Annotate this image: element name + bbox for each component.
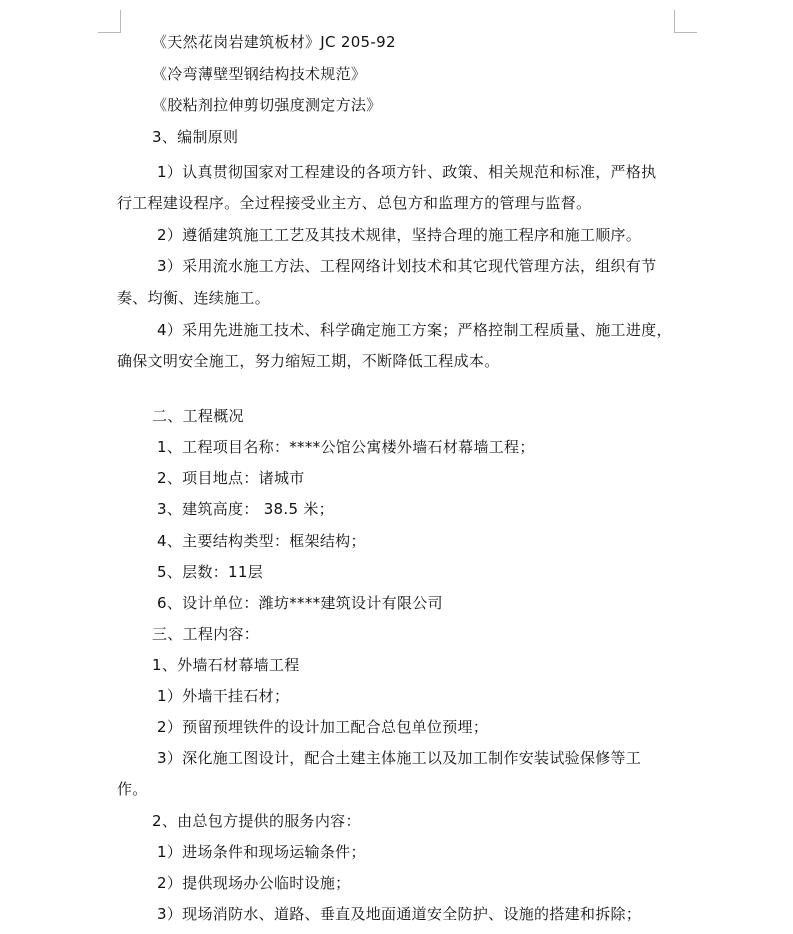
reference-standard-line: 《胶粘剂拉伸剪切强度测定方法》: [152, 96, 382, 114]
list-item: 3）现场消防水、道路、垂直及地面通道安全防护、设施的搭建和拆除；: [157, 905, 642, 923]
list-item: 1）外墙干挂石材；: [157, 687, 290, 705]
list-item: 5、层数：11层: [157, 563, 264, 581]
reference-standard-line: 《冷弯薄壁型钢结构技术规范》: [152, 65, 367, 83]
list-item: 作。: [117, 780, 148, 798]
subsection-heading: 2、由总包方提供的服务内容：: [152, 812, 361, 830]
paragraph-line: 3）采用流水施工方法、工程网络计划技术和其它现代管理方法，组织有节: [157, 257, 657, 275]
reference-standard-line: 《天然花岗岩建筑板材》JC 205-92: [152, 33, 396, 51]
list-item: 2）预留预埋铁件的设计加工配合总包单位预埋；: [157, 718, 489, 736]
paragraph-line: 1）认真贯彻国家对工程建设的各项方针、政策、相关规范和标准，严格执: [157, 163, 657, 181]
list-item: 2）提供现场办公临时设施；: [157, 874, 351, 892]
section-heading: 二、工程概况: [152, 407, 244, 425]
list-item: 2、项目地点：诸城市: [157, 469, 305, 487]
list-item: 4、主要结构类型：框架结构；: [157, 532, 366, 550]
list-item: 6、设计单位：潍坊****建筑设计有限公司: [157, 594, 443, 612]
margin-corner-top-left: [98, 10, 121, 33]
section-heading: 三、工程内容：: [152, 625, 260, 643]
margin-corner-top-right: [674, 10, 697, 33]
list-item: 3）深化施工图设计，配合土建主体施工以及加工制作安装试验保修等工: [157, 749, 642, 767]
list-item: 3、建筑高度： 38.5 米；: [157, 500, 334, 518]
paragraph-line: 奏、均衡、连续施工。: [117, 289, 271, 307]
paragraph-line: 4）采用先进施工技术、科学确定施工方案；严格控制工程质量、施工进度，: [157, 321, 672, 339]
subsection-heading: 1、外墙石材幕墙工程: [152, 656, 300, 674]
list-item: 1、工程项目名称：****公馆公寓楼外墙石材幕墙工程；: [157, 438, 535, 456]
paragraph-line: 2）遵循建筑施工工艺及其技术规律，坚持合理的施工程序和施工顺序。: [157, 226, 642, 244]
paragraph-line: 行工程建设程序。全过程接受业主方、总包方和监理方的管理与监督。: [117, 194, 592, 212]
section-heading: 3、编制原则: [152, 128, 239, 146]
list-item: 1）进场条件和现场运输条件；: [157, 843, 366, 861]
paragraph-line: 确保文明安全施工，努力缩短工期，不断降低工程成本。: [117, 352, 500, 370]
